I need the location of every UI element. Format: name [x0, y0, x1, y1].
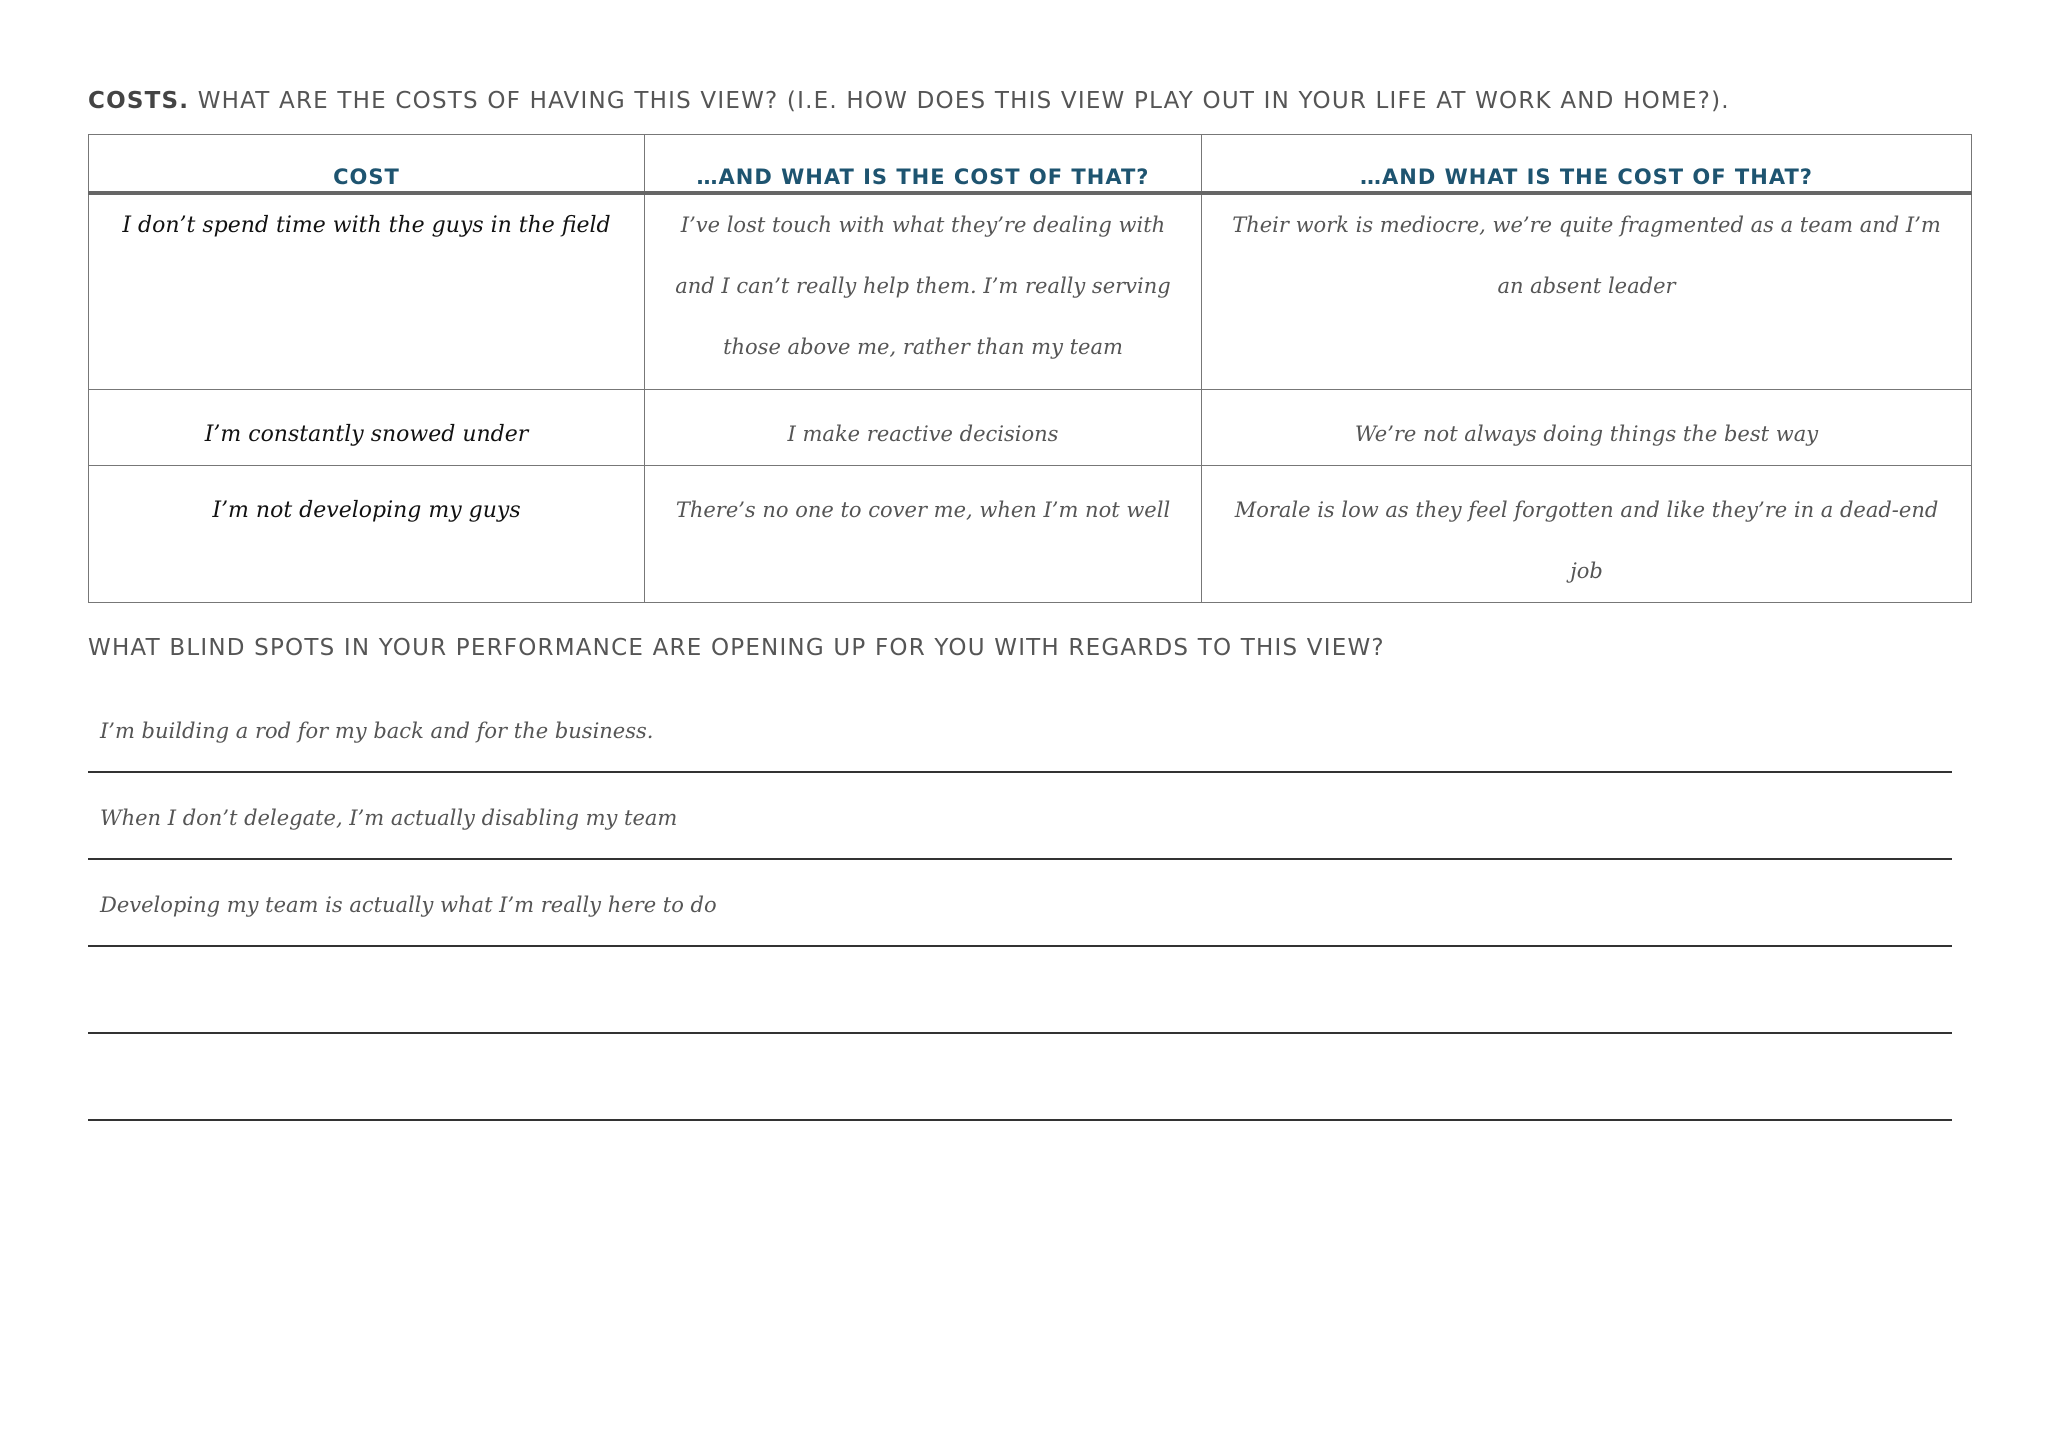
answer-line[interactable] — [88, 686, 1952, 773]
blind-spots-lines — [88, 686, 1952, 1121]
answer-line-text: I’m building a rod for my back and for the business. — [100, 719, 654, 743]
cell-cost-of-that-2[interactable]: Their work is mediocre, we’re quite fragmented as a team and I’m an absent leader — [1202, 193, 1972, 390]
header-cost-of-that: …AND WHAT IS THE COST OF THAT? — [645, 135, 1202, 194]
answer-line-text: Developing my team is actually what I’m really here to do — [100, 893, 717, 917]
cell-cost-of-that[interactable]: I make reactive decisions — [645, 390, 1202, 466]
table-row — [89, 193, 1972, 390]
table-row — [89, 466, 1972, 603]
header-cost-of-that-2: …AND WHAT IS THE COST OF THAT? — [1202, 135, 1972, 194]
cell-cost-of-that-2[interactable]: We’re not always doing things the best way — [1202, 390, 1972, 466]
answer-line[interactable] — [88, 773, 1952, 860]
cell-cost-of-that-2[interactable]: Morale is low as they feel forgotten and like they’re in a dead-end job — [1202, 466, 1972, 603]
answer-line-text: When I don’t delegate, I’m actually disabling my team — [100, 806, 678, 830]
table-row — [89, 390, 1972, 466]
costs-title-text: WHAT ARE THE COSTS OF HAVING THIS VIEW? (I.E. HOW DOES THIS VIEW PLAY OUT IN YOUR LIFE AT WORK AND HOME?). — [189, 88, 1730, 114]
costs-table-header-row — [89, 135, 1972, 194]
cell-cost-of-that[interactable]: There’s no one to cover me, when I’m not well — [645, 466, 1202, 603]
cell-cost[interactable]: I don’t spend time with the guys in the field — [89, 193, 645, 390]
cell-cost-of-that[interactable]: I’ve lost touch with what they’re dealing with and I can’t really help them. I’m really serving those above me, rather than my team — [645, 193, 1202, 390]
answer-line[interactable] — [88, 860, 1952, 947]
blind-spots-section-title: WHAT BLIND SPOTS IN YOUR PERFORMANCE ARE OPENING UP FOR YOU WITH REGARDS TO THIS VIEW? — [88, 635, 1385, 661]
answer-line[interactable] — [88, 1034, 1952, 1121]
costs-table — [88, 134, 1972, 603]
costs-section-title — [88, 88, 1730, 114]
answer-line[interactable] — [88, 947, 1952, 1034]
cell-cost[interactable]: I’m constantly snowed under — [89, 390, 645, 466]
cell-cost[interactable]: I’m not developing my guys — [89, 466, 645, 603]
costs-title-bold: COSTS. — [88, 88, 190, 114]
header-cost: COST — [89, 135, 645, 194]
